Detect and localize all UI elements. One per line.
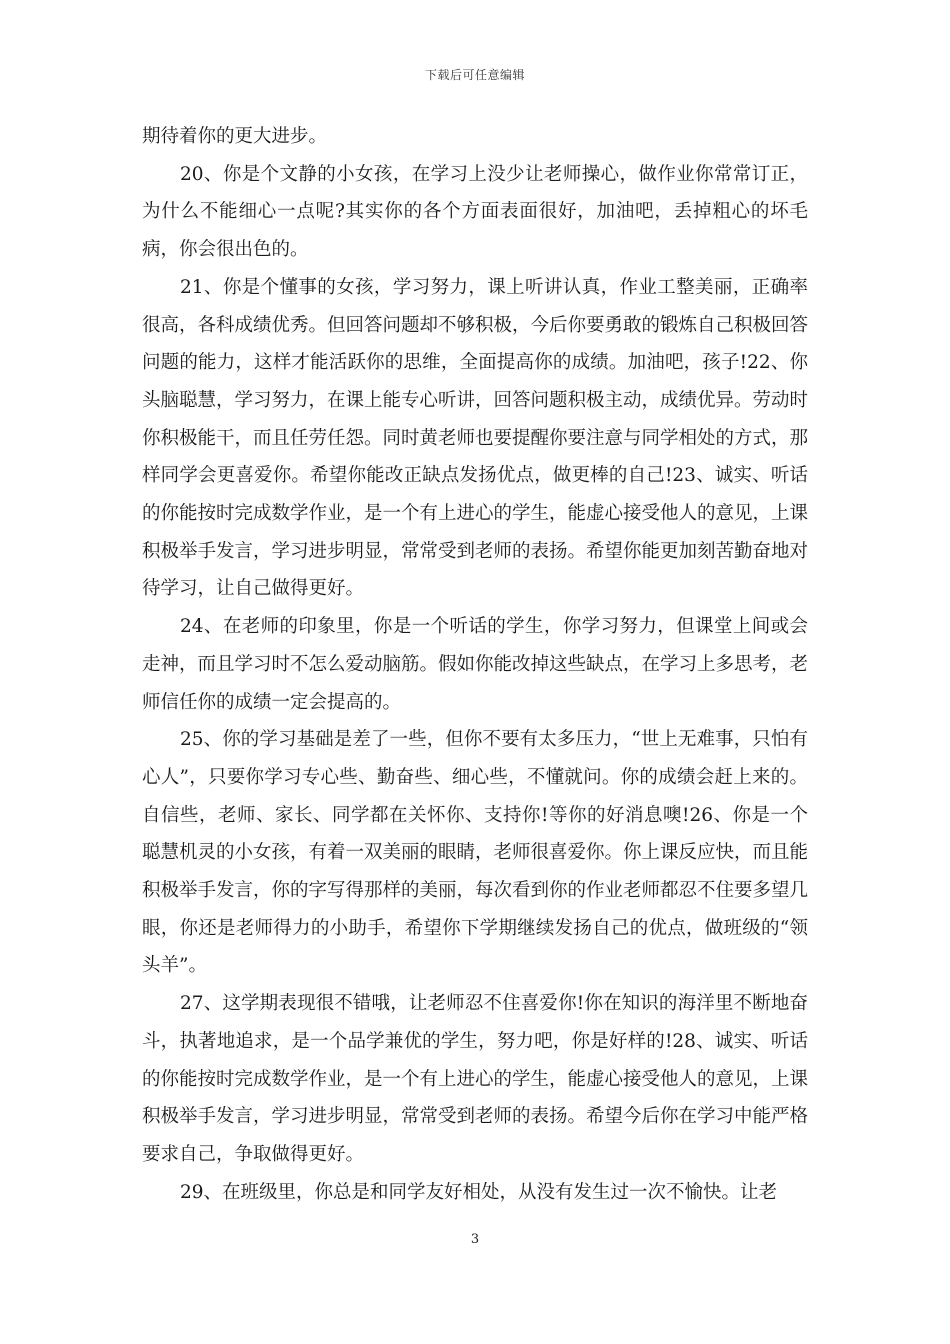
paragraph-24: 24、在老师的印象里，你是一个听话的学生，你学习努力，但课堂上间或会走神，而且学习时不怎么爱动脑筋。假如你能改掉这些缺点，在学习上多思考，老师信任你的成绩一定会提高的。	[142, 616, 809, 713]
document-body	[142, 118, 808, 1211]
paragraph-21-23: 21、你是个懂事的女孩，学习努力，课上听讲认真，作业工整美丽，正确率很高，各科成绩优秀。但回答问题却不够积极，今后你要勇敢的锻炼自己积极回答问题的能力，这样才能活跃你的思维，全面提高你的成绩。加油吧，孩子!22、你头脑聪慧，学习努力，在课上能专心听讲，回答问题积极主动，成绩优异。劳动时你积极能干，而且任劳任怨。同时黄老师也要提醒你要注意与同学相处的方式，那样同学会更喜爱你。希望你能改正缺点发扬优点，做更棒的自己!23、诚实、听话的你能按时完成数学作业，是一个有上进心的学生，能虚心接受他人的意见，上课积极举手发言，学习进步明显，常常受到老师的表扬。希望你能更加刻苦勤奋地对待学习，让自己做得更好。	[142, 276, 809, 600]
paragraph-20: 20、你是个文静的小女孩，在学习上没少让老师操心，做作业你常常订正，为什么不能细心一点呢?其实你的各个方面表面很好，加油吧，丢掉粗心的坏毛病，你会很出色的。	[142, 163, 808, 261]
page-header: 下载后可任意编辑	[424, 68, 525, 82]
paragraph-continuation: 期待着你的更大进步。	[142, 126, 328, 147]
paragraph-29: 29、在班级里，你总是和同学友好相处，从没有发生过一次不愉快。让老	[180, 1181, 778, 1203]
paragraph-25-26: 25、你的学习基础是差了一些，但你不要有太多压力，“世上无难事，只怕有心人”，只要你学习专心些、勤奋些、细心些，不懂就问。你的成绩会赶上来的。自信些，老师、家长、同学都在关怀你、支持你!等你的好消息噢!26、你是一个聪慧机灵的小女孩，有着一双美丽的眼睛，老师很喜爱你。你上课反应快，而且能积极举手发言，你的字写得那样的美丽，每次看到你的作业老师都忍不住要多望几眼，你还是老师得力的小助手，希望你下学期继续发扬自己的优点，做班级的“领头羊”。	[142, 729, 809, 977]
page-number: 3	[470, 1232, 480, 1247]
paragraph-27-28: 27、这学期表现很不错哦，让老师忍不住喜爱你!你在知识的海洋里不断地奋斗，执著地追求，是一个品学兼优的学生，努力吧，你是好样的!28、诚实、听话的你能按时完成数学作业，是一个有上进心的学生，能虚心接受他人的意见，上课积极举手发言，学习进步明显，常常受到老师的表扬。希望今后你在学习中能严格要求自己，争取做得更好。	[142, 993, 809, 1165]
